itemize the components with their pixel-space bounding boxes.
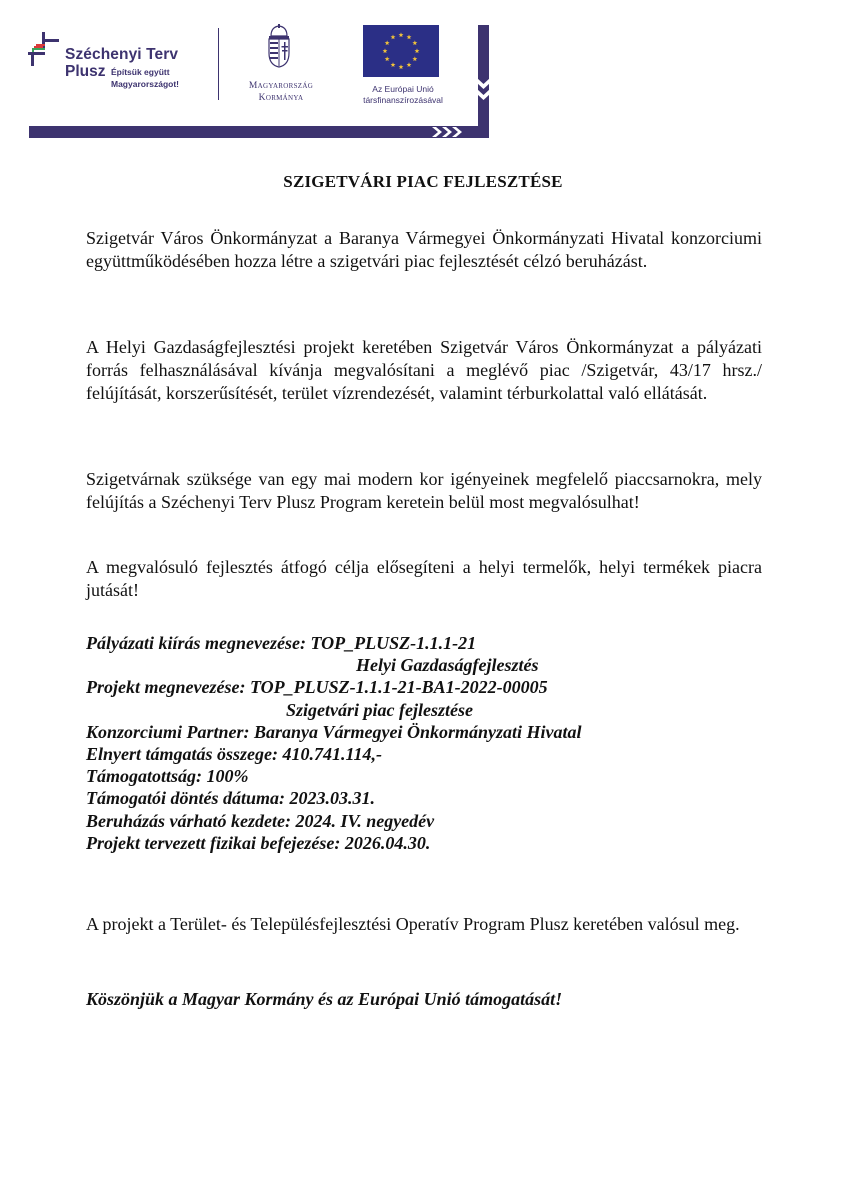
eu-line-1: Az Európai Unió [372,84,434,94]
eu-line-2: társfinanszírozásával [363,95,443,105]
call-name-subtitle: Helyi Gazdaságfejlesztés [356,655,539,676]
grant-amount: Elnyert támgatás összege: 410.741.114,- [86,744,382,765]
document-title: SZIGETVÁRI PIAC FEJLESZTÉSE [283,172,563,191]
government-line-2: Kormánya [258,93,304,103]
eu-cofinancing-label [345,84,461,106]
program-paragraph: A projekt a Terület- és Településfejlesztési Operatív Program Plusz keretében valósul meg. [86,914,740,934]
support-rate: Támogatottság: 100% [86,766,249,787]
project-details [86,632,776,854]
szechenyi-cross-logo-icon [28,30,68,70]
project-description-paragraph: A Helyi Gazdaságfejlesztési projekt keretében Szigetvár Város Önkormányzat a pályázati forrás felhasználásával kívánja megvalósítani a meglévő piac /Szigetvár, 43/17 hrsz./ felújítását, korszerűsítését, terület vízrendezését, valamint térburkolattal való ellátását. [86,337,762,403]
intro-paragraph: Szigetvár Város Önkormányzat a Baranya Vármegyei Önkormányzati Hivatal konzorciumi együttműködésében hozza létre a szigetvári piac fejlesztését célzó beruházást. [86,228,762,271]
banner-frame-bottom [29,126,470,138]
chevrons-down-icon [476,76,491,110]
expected-start: Beruházás várható kezdete: 2024. IV. negyedév [86,810,435,831]
slogan-line-2: Magyarországot! [111,79,180,89]
hungarian-coat-of-arms-icon [266,24,292,68]
szechenyi-plusz: Plusz [65,63,106,80]
szechenyi-title: Széchenyi Terv [65,46,179,63]
call-name: Pályázati kiírás megnevezése: TOP_PLUSZ-1.1.1-21 [86,633,477,653]
decision-date: Támogatói döntés dátuma: 2023.03.31. [86,788,376,809]
government-label [236,80,326,104]
government-line-1: Magyarország [248,81,314,91]
planned-completion: Projekt tervezett fizikai befejezése: 2026.04.30. [86,832,431,853]
chevrons-right-icon [430,126,470,138]
funding-banner [0,0,846,150]
project-name: Projekt megnevezése: TOP_PLUSZ-1.1.1-21-BA1-2022-00005 [86,677,548,698]
consortium-partner: Konzorciumi Partner: Baranya Vármegyei Önkormányzati Hivatal [86,721,582,742]
szechenyi-slogan [111,66,179,90]
need-paragraph: Szigetvárnak szüksége van egy mai modern kor igényeinek megfelelő piaccsarnokra, mely felújítás a Széchenyi Terv Plusz Program keretein belül most megvalósulhat! [86,469,762,512]
thanks-line: Köszönjük a Magyar Kormány és az Európai Unió támogatását! [86,989,563,1009]
goal-paragraph: A megvalósuló fejlesztés átfogó célja elősegíteni a helyi termelők, helyi termékek piacra jutását! [86,557,762,600]
eu-flag-icon [363,25,439,77]
logo-divider [218,28,219,100]
project-name-subtitle: Szigetvári piac fejlesztése [286,699,473,720]
slogan-line-1: Építsük együtt [111,67,170,77]
